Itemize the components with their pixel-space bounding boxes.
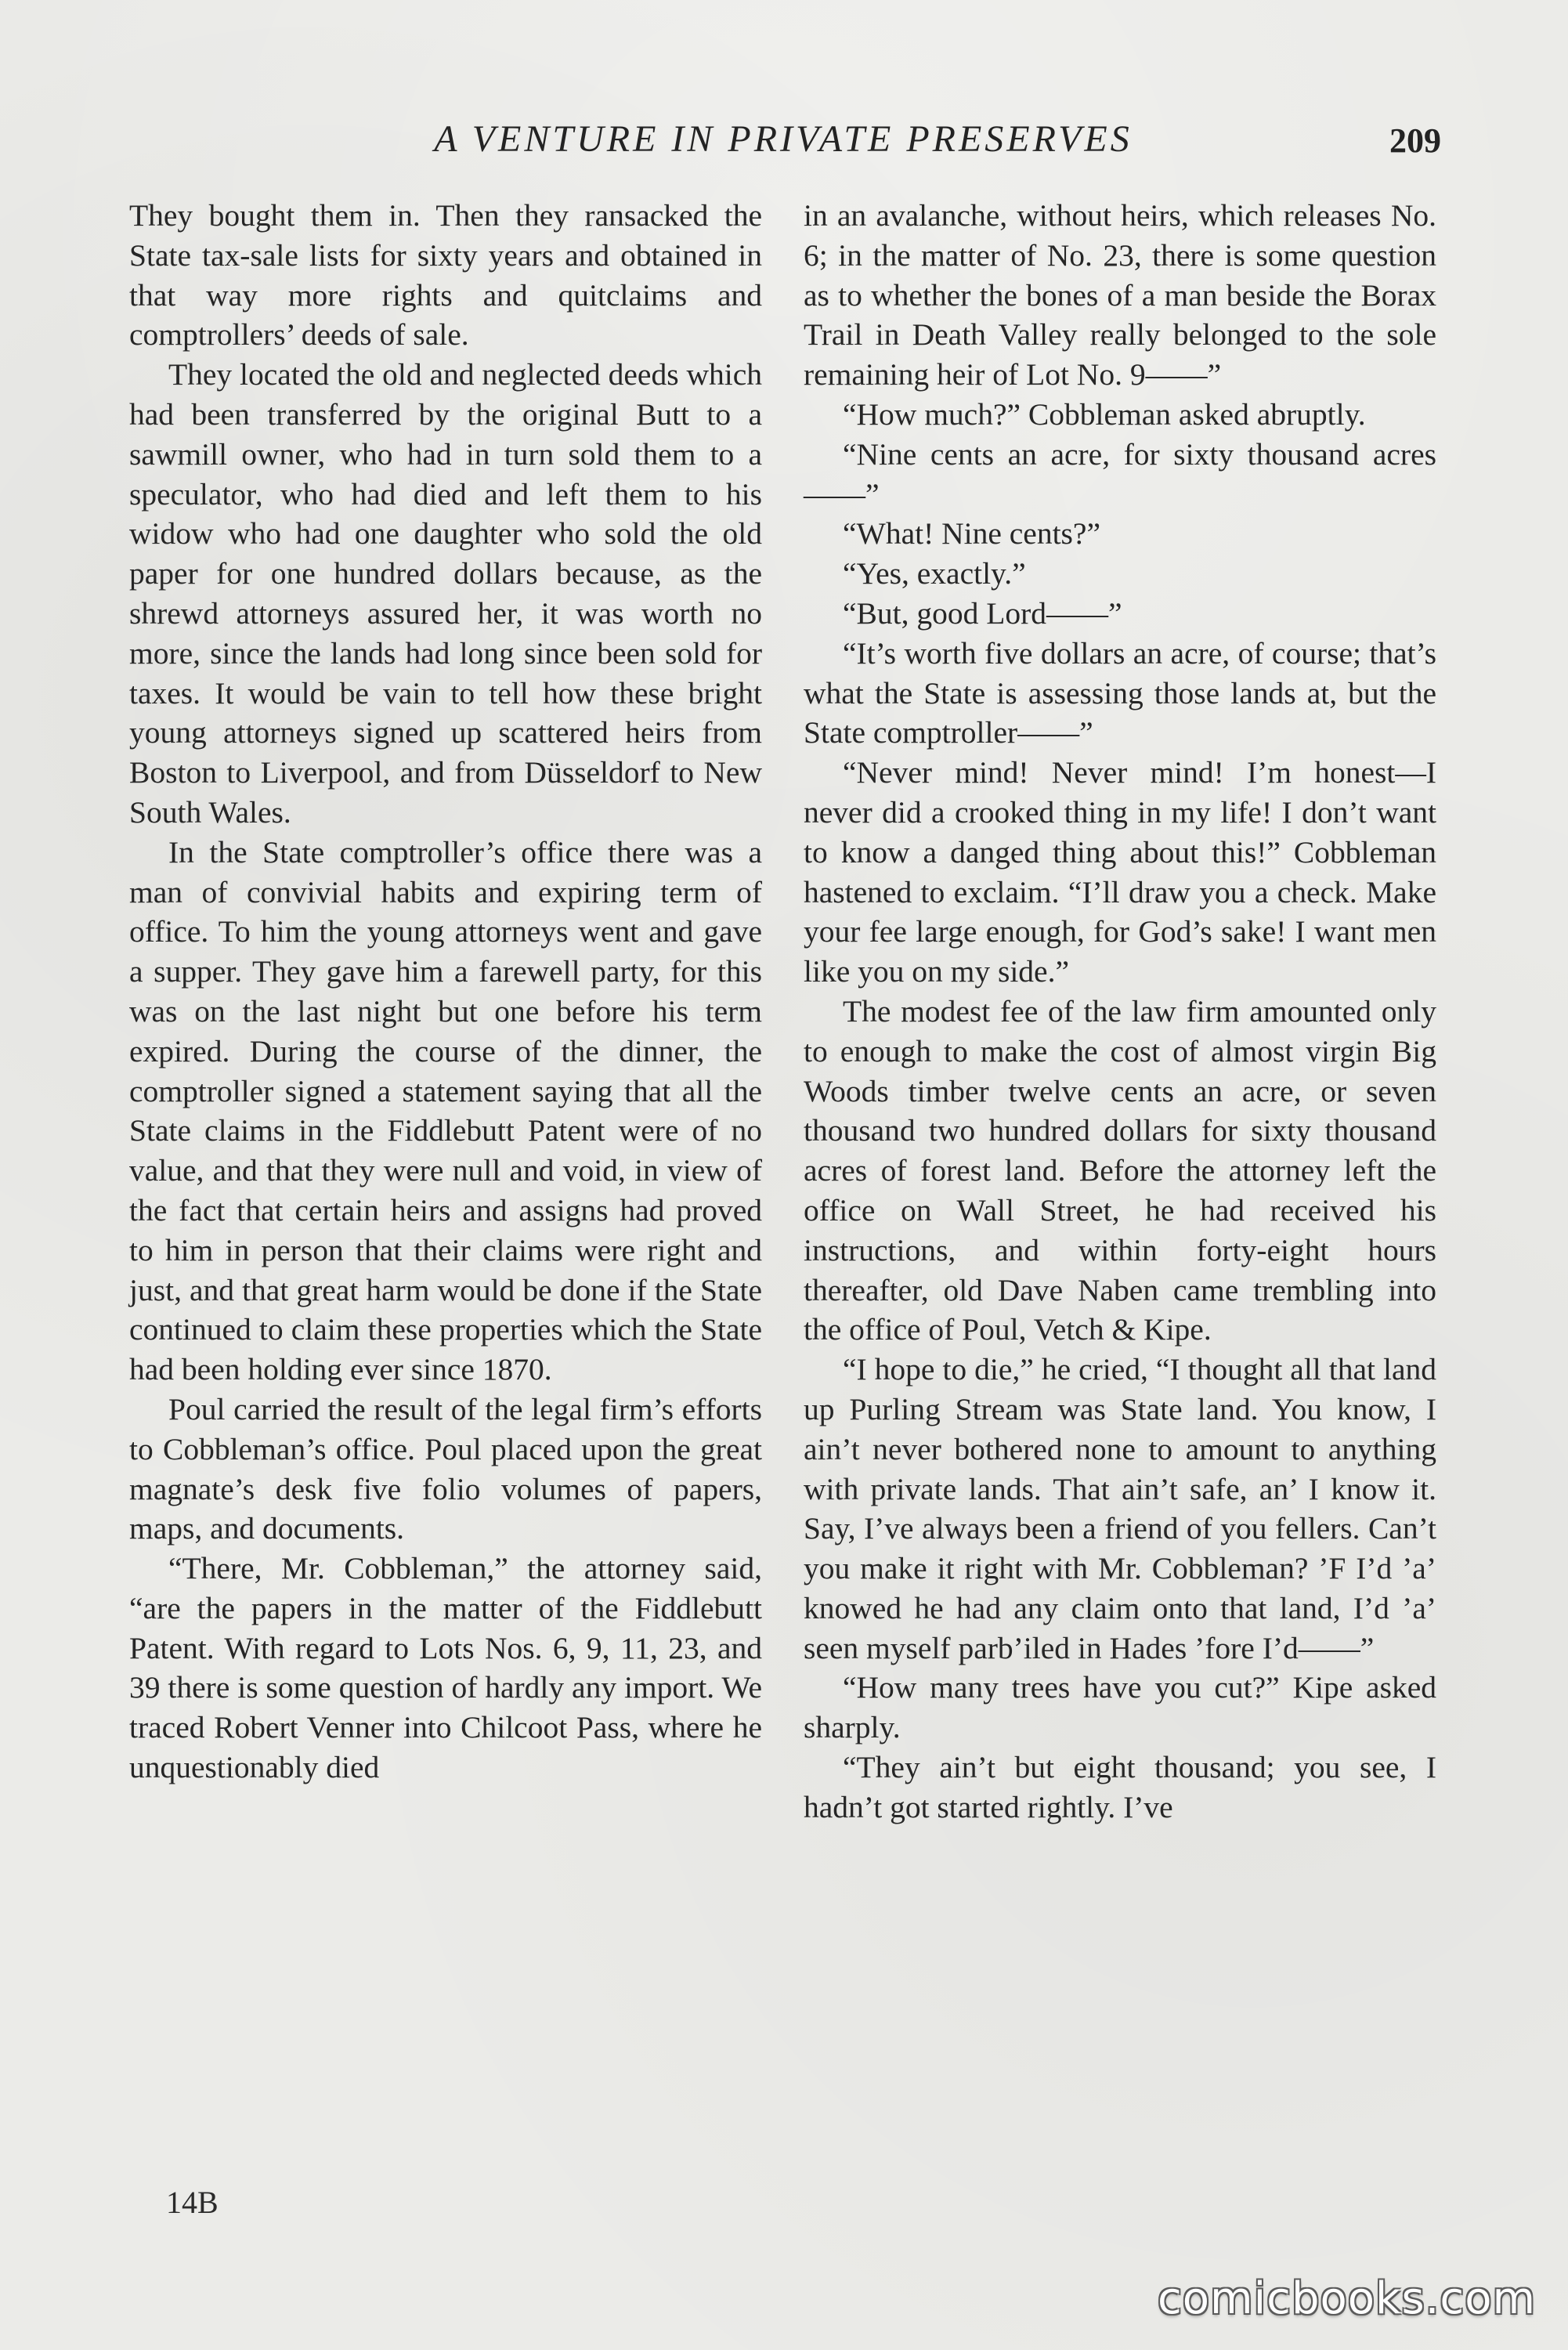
site-watermark: comicbooks.com: [1158, 2273, 1537, 2324]
paragraph: “But, good Lord——”: [843, 595, 1122, 631]
page-header: [125, 114, 1441, 169]
paragraph: “It’s worth five dollars an acre, of course; that’s what the State is assessing those lands at, but the State comptroller——”: [804, 635, 1436, 750]
paragraph: “What! Nine cents?”: [843, 516, 1100, 551]
signature-mark: 14B: [166, 2185, 219, 2220]
paragraph: They bought them in. Then they ransacked the State tax-sale lists for sixty years and obtained in that way more rights and quitclaims and comptrollers’ deeds of sale.: [129, 198, 762, 352]
paragraph: “Yes, exactly.”: [843, 556, 1026, 591]
paragraph: “Never mind! Never mind! I’m honest—I never did a crooked thing in my life! I don’t want to know a danged thing about this!” Cobbleman hastened to exclaim. “I’ll draw you a check. Make your fee large enough, for God’s sake! I want men like you on my side.”: [804, 755, 1436, 989]
running-title: A VENTURE IN PRIVATE PRESERVES: [434, 118, 1133, 160]
paragraph: They located the old and neglected deeds which had been transferred by the original Butt to a sawmill owner, who had in turn sold them to a speculator, who had died and left them to his widow who had one daughter who sold the old paper for one hundred dollars because, as the shrewd attorneys assured her, it was worth no more, since the lands had long since been sold for taxes. It would be vain to tell how these bright young attorneys signed up scattered heirs from Boston to Liverpool, and from Düsseldorf to New South Wales.: [129, 357, 762, 830]
paragraph: “How many trees have you cut?” Kipe asked sharply.: [804, 1670, 1436, 1745]
paragraph: In the State comptroller’s office there was a man of convivial habits and expiring term of office. To him the young attorneys went and gave a supper. They gave him a farewell party, for this was on the last night but one before his term expired. During the course of the dinner, the comptroller signed a statement saying that all the State claims in the Fiddlebutt Patent were of no value, and that they were null and void, in view of the fact that certain heirs and assigns had proved to him in person that their claims were right and just, and that great harm would be done if the State continued to claim these properties which the State had been holding ever since 1870.: [129, 834, 762, 1387]
paragraph: “They ain’t but eight thousand; you see, I hadn’t got started rightly. I’ve: [804, 1750, 1436, 1824]
paragraph: “I hope to die,” he cried, “I thought all that land up Purling Stream was State land. You know, I ain’t never bothered none to amount to anything with private lands. That ain’t safe, an’ I know it. Say, I’ve always been a friend of you fellers. Can’t you make it right with Mr. Cobbleman? ’F I’d ’a’ knowed he had any claim onto that land, I’d ’a’ seen myself parb’iled in Hades ’fore I’d——”: [804, 1352, 1436, 1665]
paragraph: “How much?” Cobbleman asked abruptly.: [843, 396, 1366, 432]
right-column: [804, 196, 1436, 1828]
paragraph: The modest fee of the law firm amounted only to enough to make the cost of almost virgin Big Woods timber twelve cents an acre, or seven thousand two hundred dollars for sixty thousand acres of forest land. Before the attorney left the office on Wall Street, he had received his instructions, and within forty-eight hours thereafter, old Dave Naben came trembling into the office of Poul, Vetch & Kipe.: [804, 993, 1436, 1347]
page-number: 209: [1389, 121, 1441, 160]
left-column: [129, 196, 762, 1788]
paragraph: in an avalanche, without heirs, which releases No. 6; in the matter of No. 23, there is some question as to whether the bones of a man beside the Borax Trail in Death Valley really belonged to the sole remaining heir of Lot No. 9——”: [804, 198, 1436, 392]
paragraph: Poul carried the result of the legal firm’s efforts to Cobbleman’s office. Poul placed upon the great magnate’s desk five folio volumes of papers, maps, and documents.: [129, 1391, 762, 1546]
paragraph: “There, Mr. Cobbleman,” the attorney said, “are the papers in the matter of the Fiddlebutt Patent. With regard to Lots Nos. 6, 9, 11, 23, and 39 there is some question of hardly any import. We traced Robert Venner into Chilcoot Pass, where he unquestionably died: [129, 1551, 762, 1785]
paragraph: “Nine cents an acre, for sixty thousand acres——”: [804, 436, 1436, 512]
